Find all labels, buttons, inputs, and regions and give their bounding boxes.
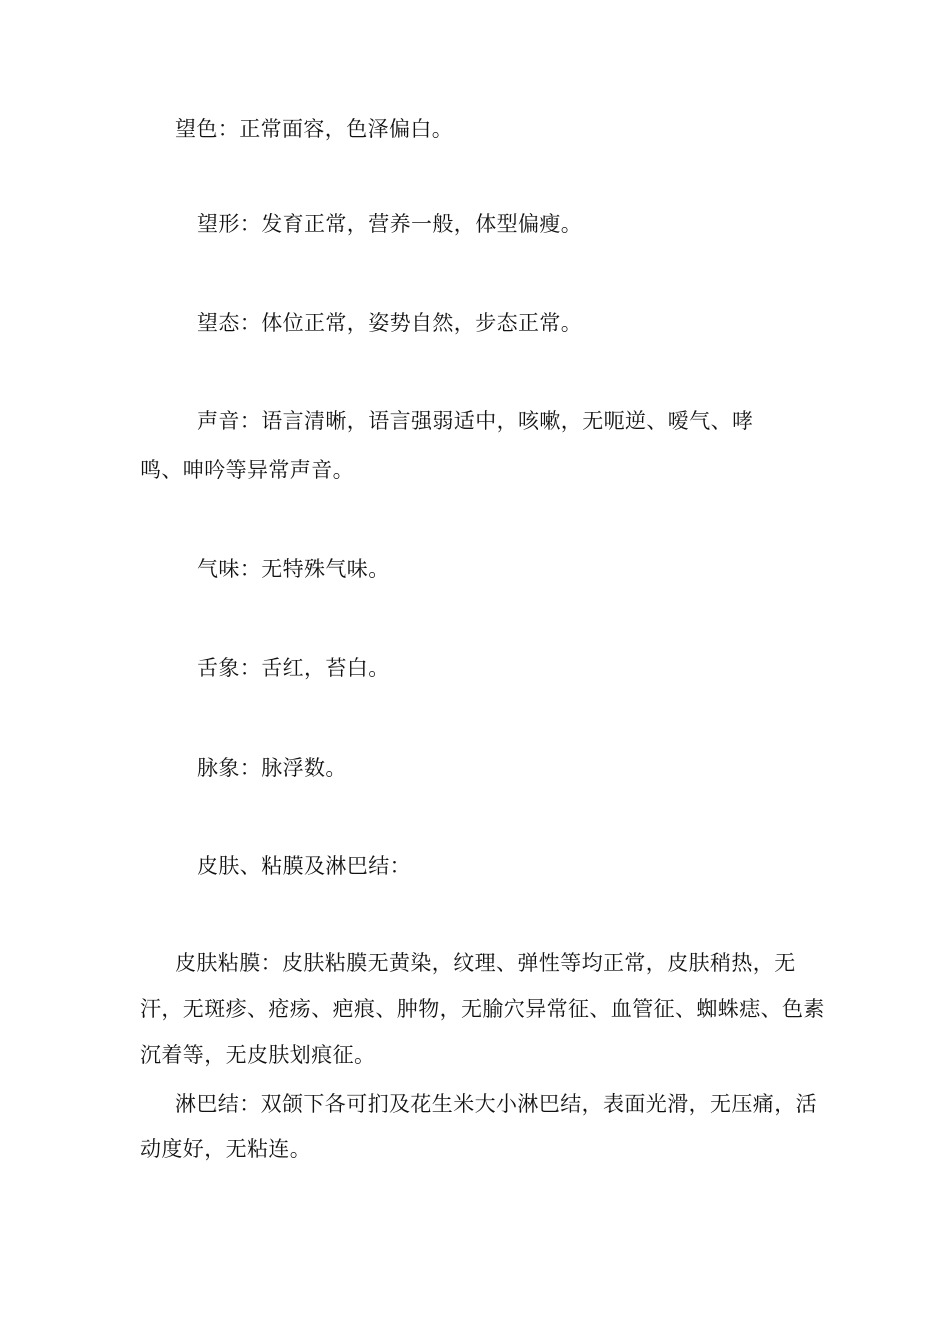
line-shexiang: 舌象：舌红，苔白。 [197,656,390,680]
paragraph-pifu-nianmo: 皮肤粘膜：皮肤粘膜无黄染，纹理、弹性等均正常，皮肤稍热，无汗，无斑疹、疮疡、疤痕、肿物，无腧穴异常征、血管征、蜘蛛痣、色素沉着等，无皮肤划痕征。 [140,951,825,1067]
line-wangse: 望色：正常面容，色泽偏白。 [175,117,454,141]
line-wangxing: 望形：发育正常，营养一般，体型偏瘦。 [197,212,583,236]
line-shengyin-1: 声音：语言清晰，语言强弱适中，咳嗽，无呃逆、嗳气、哮 [197,409,754,433]
line-maixiang: 脉象：脉浮数。 [197,756,347,780]
paragraph-linbajie: 淋巴结：双颌下各可扪及花生米大小淋巴结，表面光滑，无压痛，活动度好，无粘连。 [140,1092,817,1161]
line-wangtai: 望态：体位正常，姿势自然，步态正常。 [197,311,583,335]
line-pifu-heading: 皮肤、粘膜及淋巴结： [197,854,411,878]
line-qiwei: 气味：无特殊气味。 [197,557,390,581]
line-shengyin-2: 鸣、呻吟等异常声音。 [140,458,354,482]
